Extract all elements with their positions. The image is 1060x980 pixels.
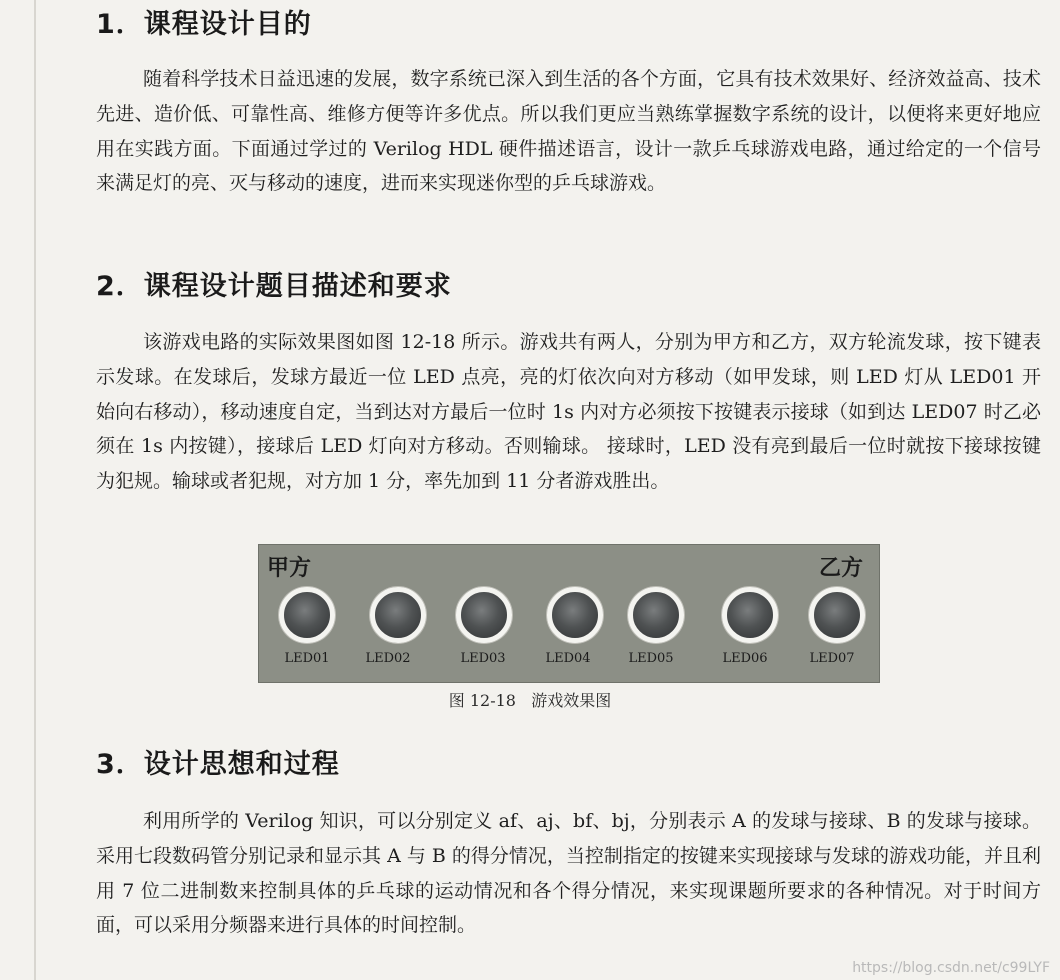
section2-paragraph: 该游戏电路的实际效果图如图 12-18 所示。游戏共有两人，分别为甲方和乙方，双方轮流发球，按下键表示发球。在发球后，发球方最近一位 LED 点亮，亮的灯依次向对方移动（如甲发球，则 LED 灯从 LED01 开始向右移动），移动速度自定，当到达对方最后一位时 1s 内对方必须按下按键表示接球（如到达 LED07 时乙必须在 1s 内按键），接球后 LED 灯向对方移动。否则输球。 接球时，LED 没有亮到最后一位时就按下接球按键为犯规。输球或者犯规，对方加 1 分，率先加到 11 分者游戏胜出。 [96,331,1041,493]
blog-watermark: https://blog.csdn.net/c99LYF [852,960,1050,976]
led-label: LED07 [809,651,855,666]
led-light [547,587,603,643]
player-a-label: 甲方 [267,556,312,581]
led-label: LED04 [545,651,591,666]
section3-paragraph: 利用所学的 Verilog 知识，可以分别定义 af、aj、bf、bj，分别表示 A 的发球与接球、B 的发球与接球。采用七段数码管分别记录和显示其 A 与 B 的得分情况，当控制指定的按键来实现接球与发球的游戏功能，并且利用 7 位二进制数来控制具体的乒乓球的运动情况和各个得分情况，来实现课题所要求的各种情况。对于时间方面，可以采用分频器来进行具体的时间控制。 [96,810,1041,937]
player-b-label: 乙方 [818,556,863,581]
led-label: LED06 [722,651,768,666]
led-light [628,587,684,643]
led-label: LED01 [284,651,330,666]
section1-paragraph: 随着科学技术日益迅速的发展，数字系统已深入到生活的各个方面，它具有技术效果好、经济效益高、技术先进、造价低、可靠性高、维修方便等许多优点。所以我们更应当熟练掌握数字系统的设计，以便将来更好地应用在实践方面。下面通过学过的 Verilog HDL 硬件描述语言，设计一款乒乓球游戏电路，通过给定的一个信号来满足灯的亮、灭与移动的速度，进而来实现迷你型的乒乓球游戏。 [96,68,1041,195]
game-effect-figure [258,544,880,683]
led-label: LED05 [628,651,674,666]
led-light [456,587,512,643]
section2-heading: 2．课程设计题目描述和要求 [96,271,452,302]
led-light [279,587,335,643]
led-light [722,587,778,643]
section3-heading: 3．设计思想和过程 [96,749,340,780]
led-light [809,587,865,643]
led-label: LED02 [365,651,411,666]
led-label: LED03 [460,651,506,666]
figure-caption: 图 12-18 游戏效果图 [448,691,612,710]
section1-heading: 1．课程设计目的 [96,9,312,40]
led-light [370,587,426,643]
page-edge-line [34,0,36,980]
